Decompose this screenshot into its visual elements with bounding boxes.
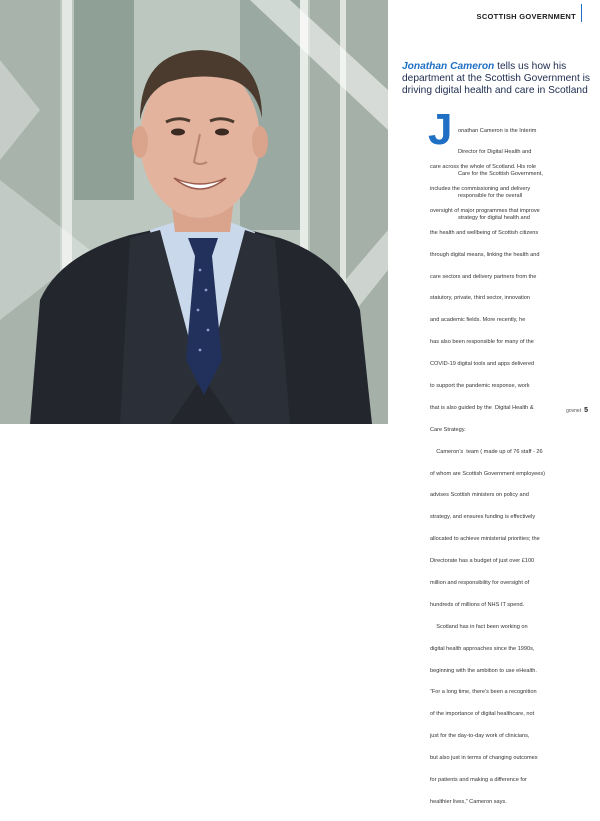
body-line: Director for Digital Health and	[458, 149, 532, 156]
body-line: and academic fields. More recently, he	[430, 317, 526, 324]
body-line: strategy, and ensures funding is effectively	[430, 514, 536, 521]
section-label: SCOTTISH GOVERNMENT	[476, 12, 576, 21]
body-line: “For a long time, there’s been a recognition	[430, 689, 537, 696]
portrait-illustration	[0, 0, 388, 424]
body-line: healthier lives,” Cameron says.	[430, 798, 507, 805]
body-line: digital health approaches since the 1990s,	[430, 645, 535, 652]
body-line: of whom are Scottish Government employees)	[430, 470, 546, 477]
headline-line-2: department at the Scottish Government is	[402, 73, 590, 84]
headline-name: Jonathan Cameron	[402, 61, 495, 72]
body-line: strategy for digital health and	[458, 215, 530, 222]
body-line: of the importance of digital healthcare, not	[430, 711, 535, 718]
body-line: care sectors and delivery partners from the	[430, 273, 537, 280]
article-headline	[402, 61, 592, 97]
publication-name: govnet	[566, 408, 582, 414]
section-accent-rule	[581, 4, 583, 22]
body-line: that is also guided by the Digital Health &	[430, 404, 534, 411]
body-line: care across the whole of Scotland. His role	[430, 164, 537, 171]
body-line: Care for the Scottish Government,	[458, 171, 543, 178]
page-number: 5	[584, 407, 588, 414]
headline-line-1	[402, 61, 592, 73]
body-line: beginning with the ambition to use eHealth.	[430, 667, 537, 674]
body-line: Scotland has in fact been working on	[430, 623, 528, 630]
body-line: Care Strategy.	[430, 426, 466, 433]
body-line: to support the pandemic response, work	[430, 383, 530, 389]
body-line: through digital means, linking the health and	[430, 251, 540, 258]
body-line: Cameron’s team ( made up of 76 staff - 26	[430, 448, 543, 455]
body-line: has also been responsible for many of the	[430, 339, 534, 346]
body-line: for patients and making a difference for	[430, 777, 527, 784]
body-line: includes the commissioning and delivery	[430, 185, 531, 192]
article-body	[430, 150, 545, 821]
body-line: allocated to achieve ministerial priorities; the	[430, 536, 540, 543]
body-line: Directorate has a budget of just over £100	[430, 558, 535, 565]
page-footer	[566, 407, 588, 414]
body-line: the health and wellbeing of Scottish citizens	[430, 229, 539, 236]
drop-cap: J	[428, 105, 453, 154]
headline-line-3: driving digital health and care in Scotland	[402, 85, 588, 96]
body-line: million and responsibility for oversight of	[430, 580, 530, 587]
headline-line-1-rest: tells us how his	[494, 61, 567, 72]
body-line: COVID-19 digital tools and apps delivered	[430, 361, 535, 368]
body-line: just for the day-to-day work of clinicians,	[430, 733, 530, 740]
body-line: advises Scottish ministers on policy and	[430, 492, 529, 499]
body-line: onathan Cameron is the Interim	[458, 127, 537, 134]
body-line: hundreds of millions of NHS IT spend.	[430, 601, 525, 608]
body-line: oversight of major programmes that improve	[430, 207, 540, 214]
body-line: statutory, private, third sector, innovation	[430, 295, 531, 302]
body-line: but also just in terms of changing outcomes	[430, 755, 538, 762]
portrait-photo	[0, 0, 388, 424]
body-line: responsible for the overall	[458, 193, 523, 200]
